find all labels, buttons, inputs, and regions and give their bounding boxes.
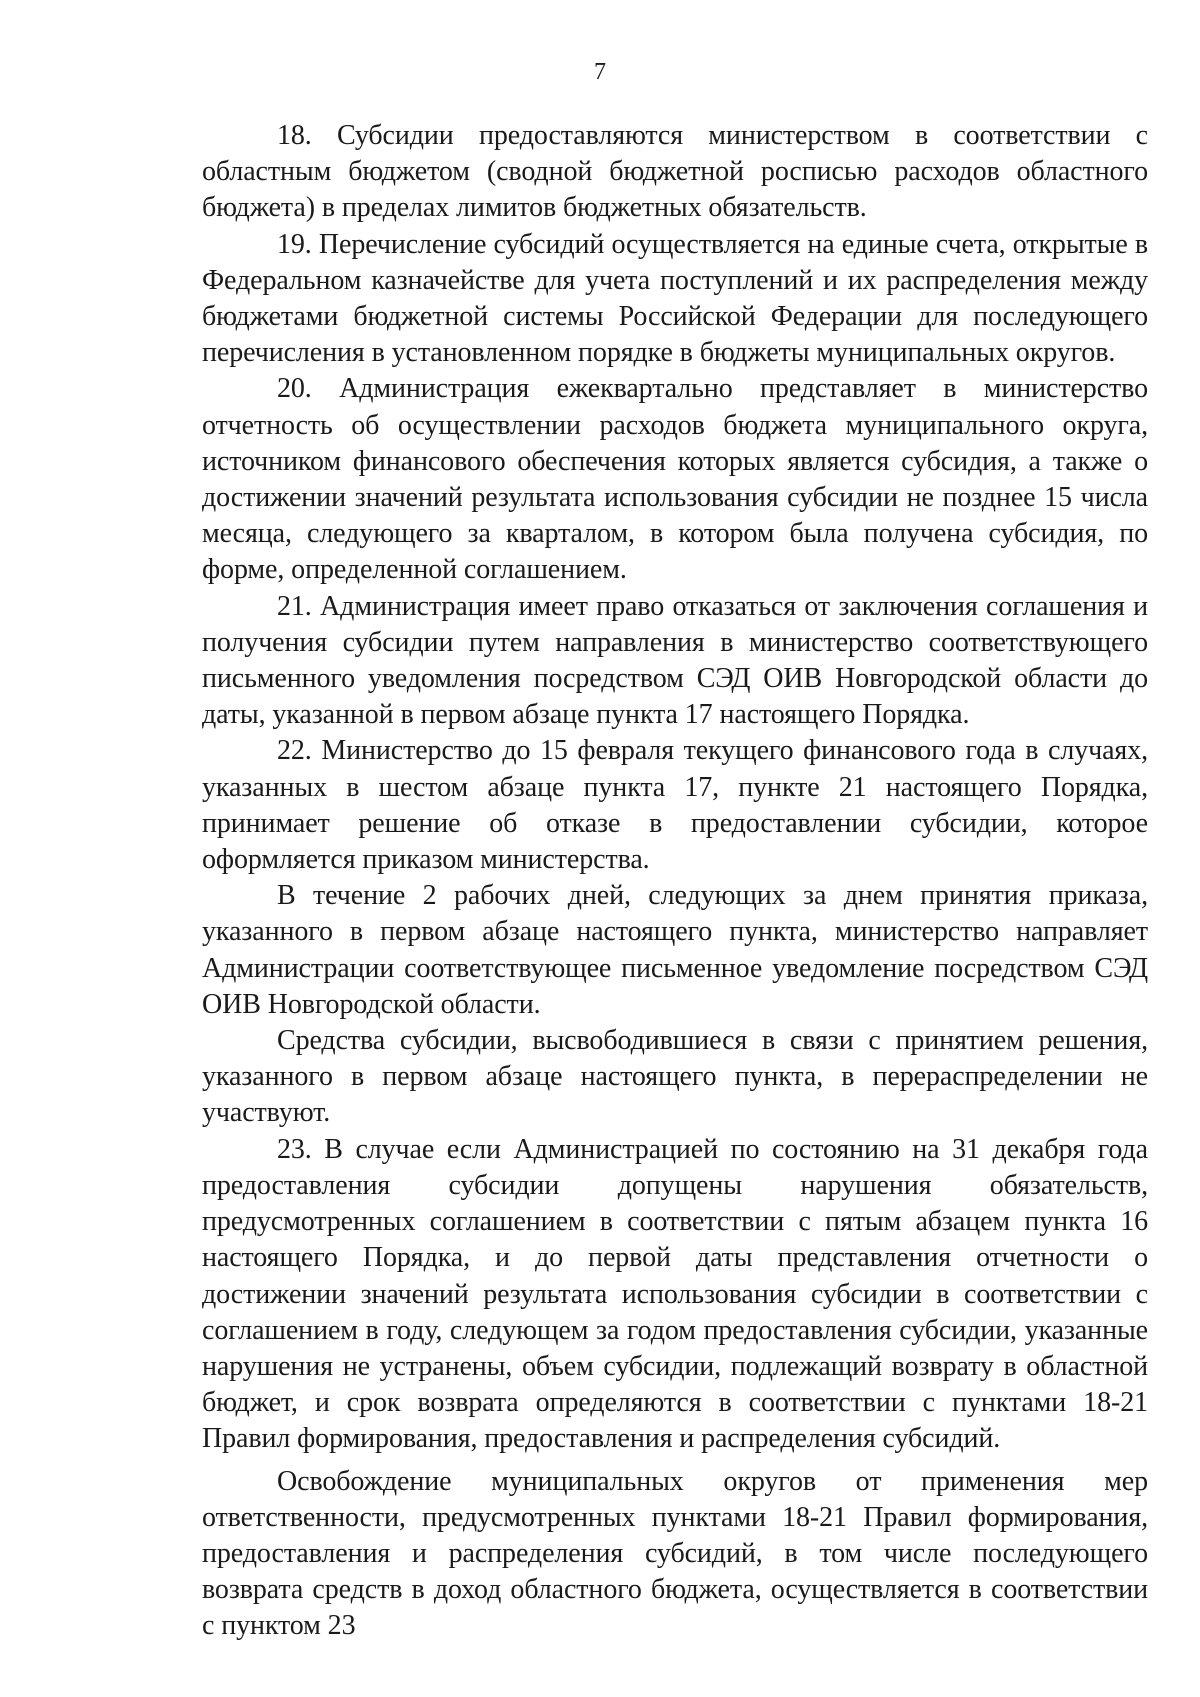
page-number: 7 — [594, 59, 606, 85]
paragraph-22-notification: В течение 2 рабочих дней, следующих за днем принятия приказа, указанного в первом абзаце настоящего пункта, министерство направляет Администрации соответствующее письменное уведомление посредством СЭД ОИВ Новгородской области. — [202, 880, 1148, 1020]
paragraph-19: 19. Перечисление субсидий осуществляется на единые счета, открытые в Федеральном казначействе для учета поступлений и их распределения между бюджетами бюджетной системы Российской Федерации для последующего перечисления в установленном порядке в бюджеты муниципальных округов. — [202, 228, 1148, 369]
paragraph-23: 23. В случае если Администрацией по состоянию на 31 декабря года предоставления субсидии допущены нарушения обязательств, предусмотренных соглашением в соответствии с пятым абзацем пункта 16 настоящего Порядка, и до первой даты представления отчетности о достижении значений результата использования субсидии в соответствии с соглашением в году, следующем за годом предоставления субсидии, указанные нарушения не устранены, объем субсидии, подлежащий возврату в областной бюджет, и срок возврата определяются в соответствии с пунктами 18-21 Правил формирования, предоставления и распределения субсидий. — [202, 1133, 1148, 1455]
paragraph-22: 22. Министерство до 15 февраля текущего финансового года в случаях, указанных в шестом абзаце пункта 17, пункте 21 настоящего Порядка, принимает решение об отказе в предоставлении субсидии, которое оформляется приказом министерства. — [202, 735, 1148, 876]
paragraph-22-funds: Средства субсидии, высвободившиеся в связи с принятием решения, указанного в первом абзаце настоящего пункта, в перераспределении не участвуют. — [202, 1025, 1148, 1129]
paragraph-20: 20. Администрация ежеквартально представляет в министерство отчетность об осуществлении расходов бюджета муниципального округа, источником финансового обеспечения которых является субсидия, а также о достижении значений результата использования субсидии не позднее 15 числа месяца, следующего за кварталом, в котором была получена субсидия, по форме, определенной соглашением. — [202, 373, 1148, 586]
paragraph-23-exemption: Освобождение муниципальных округов от применения мер ответственности, предусмотренных пунктами 18-21 Правил формирования, предоставления и распределения субсидий, в том числе последующего возврата средств в доход областного бюджета, осуществляется в соответствии с пунктом 23 — [202, 1465, 1148, 1642]
paragraph-18: 18. Субсидии предоставляются министерством в соответствии с областным бюджетом (сводной бюджетной росписью расходов областного бюджета) в пределах лимитов бюджетных обязательств. — [202, 120, 1148, 224]
document-body — [202, 118, 1148, 1645]
paragraph-21: 21. Администрация имеет право отказаться от заключения соглашения и получения субсидии путем направления в министерство соответствующего письменного уведомления посредством СЭД ОИВ Новгородской области до даты, указанной в первом абзаце пункта 17 настоящего Порядка. — [202, 590, 1148, 731]
